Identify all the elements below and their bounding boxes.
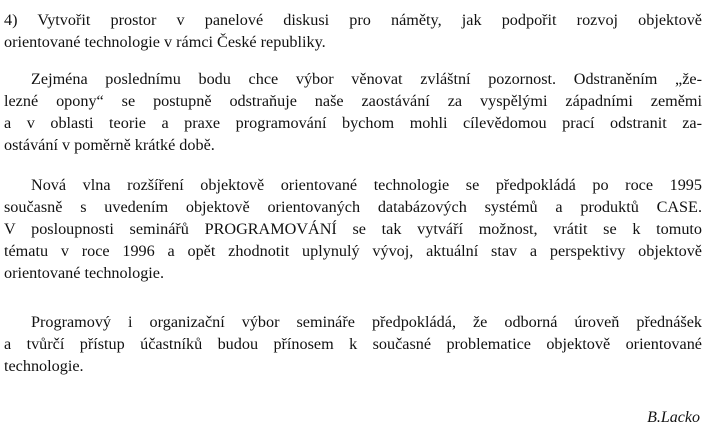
text-line: a tvůrčí přístup účastníků budou přínosem k současné problematice objektově orientované	[4, 335, 702, 353]
text-line: Nová vlna rozšíření objektově orientované technologie se předpokládá po roce 1995	[31, 176, 702, 194]
text-line: V posloupnosti seminářů PROGRAMOVÁNÍ se tak vytváří možnost, vrátit se k tomuto	[4, 220, 702, 238]
text-line: technologie.	[4, 357, 84, 375]
paragraph-new-wave	[4, 174, 702, 284]
text-line: Zejména poslednímu bodu chce výbor věnovat zvláštní pozornost. Odstraněním „že-	[31, 70, 702, 88]
paragraph-item-4	[4, 9, 702, 53]
paragraph-committee	[4, 311, 702, 377]
text-line: lezné opony“ se postupně odstraňuje naše zaostávání za vyspělými západními zeměmi	[4, 92, 702, 110]
text-line: ostávání v poměrně krátké době.	[4, 136, 215, 154]
text-line: orientované technologie v rámci České republiky.	[4, 33, 326, 51]
text-line: a v oblasti teorie a praxe programování bychom mohli cílevědomou prací odstranit za-	[4, 114, 702, 132]
text-line: 4) Vytvořit prostor v panelové diskusi pro náměty, jak podpořit rozvoj objektově	[4, 11, 702, 29]
paragraph-iron-curtain	[4, 68, 702, 156]
text-line: orientované technologie.	[4, 264, 165, 282]
text-line: Programový i organizační výbor semináře předpokládá, že odborná úroveň přednášek	[31, 313, 702, 331]
author-signature: B.Lacko	[647, 409, 700, 426]
text-line: tématu v roce 1996 a opět zhodnotit uplynulý vývoj, aktuální stav a perspektivy objektově	[4, 242, 702, 260]
text-line: současně s uvedením objektově orientovaných databázových systémů a produktů CASE.	[4, 198, 702, 216]
